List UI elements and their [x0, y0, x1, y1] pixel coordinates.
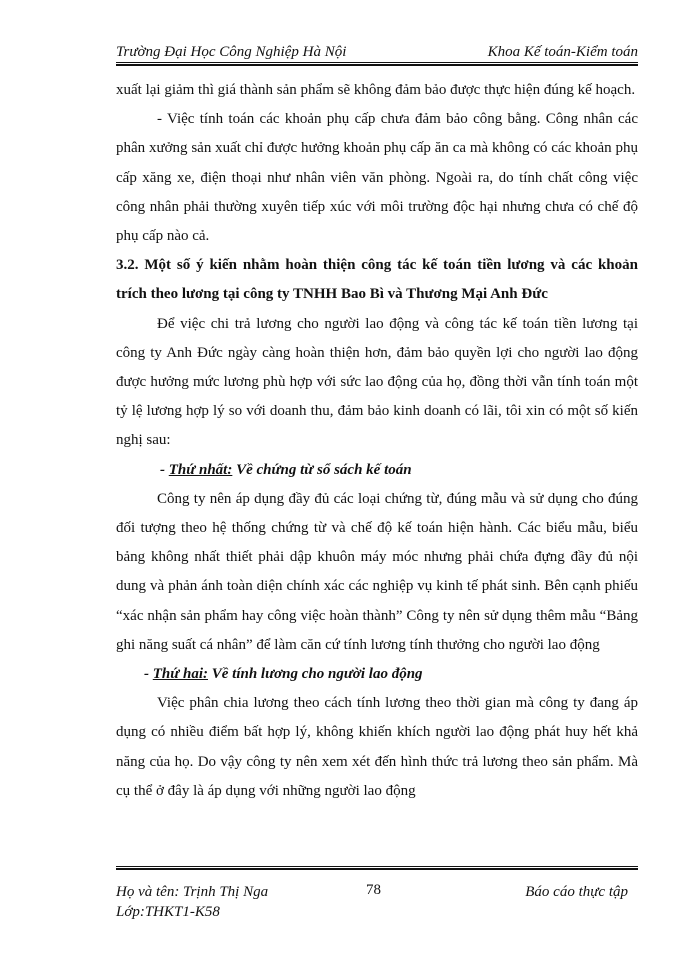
page-content: [116, 76, 638, 806]
header-rule: [116, 62, 638, 66]
subheading-first-text: Về chứng từ sổ sách kế toán: [232, 461, 412, 478]
subheading-second-label: Thứ hai:: [152, 666, 208, 683]
page-header: [116, 38, 638, 62]
page-footer: [116, 870, 638, 930]
paragraph-salary: Việc phân chia lương theo cách tính lương theo thời gian mà công ty đang áp dụng có nhiều điểm bất hợp lý, không khiến khích người lao động phát huy hết khả năng của họ. Do vậy công ty nên xem xét đến hình thức trả lương theo sản phẩm. Mà cụ thể ở đây là áp dụng với những người lao động: [116, 695, 638, 799]
subheading-first: [116, 456, 638, 485]
section-heading: 3.2. Một số ý kiến nhằm hoàn thiện công tác kế toán tiền lương và các khoản trích theo lương tại công ty TNHH Bao Bì và Thương Mại Anh Đức: [116, 257, 638, 303]
subheading-second: [116, 660, 638, 689]
footer-student-name: Họ và tên: Trịnh Thị Nga: [116, 884, 269, 900]
paragraph-documents: Công ty nên áp dụng đầy đủ các loại chứng từ, đúng mẫu và sử dụng cho đúng đối tượng theo hệ thống chứng từ và chế độ kế toán hiện hành. Các biểu mẫu, biểu bảng không nhất thiết phải dập khuôn máy móc nhưng phải chứa đựng đầy đủ nội dung và phản ánh toàn diện chính xác các nghiệp vụ kinh tế phát sinh. Bên cạnh phiếu “xác nhận sản phẩm hay công việc hoàn thành” Công ty nên sử dụng thêm mẫu “Bảng ghi năng suất cá nhân” để làm căn cứ tính lương tính thưởng cho người lao động: [116, 490, 638, 653]
footer-report-label: Báo cáo thực tập: [525, 884, 628, 900]
page-number: 78: [366, 882, 381, 898]
subheading-first-label: Thứ nhất:: [168, 461, 233, 478]
paragraph-allowance: - Việc tính toán các khoản phụ cấp chưa đảm bảo công bằng. Công nhân các phân xưởng sản xuất chỉ được hưởng khoản phụ cấp ăn ca mà không có các khoản phụ cấp xăng xe, điện thoại như nhân viên văn phòng. Ngoài ra, do tính chất công việc công nhân phải thường xuyên tiếp xúc với môi trường độc hại nhưng chưa có chế độ phụ cấp nào cả.: [116, 111, 638, 245]
subheading-second-text: Về tính lương cho người lao động: [208, 666, 423, 683]
paragraph-continuation: xuất lại giảm thì giá thành sản phẩm sẽ không đảm bảo được thực hiện đúng kế hoạch.: [116, 82, 636, 98]
paragraph-intro: Để việc chi trả lương cho người lao động và công tác kế toán tiền lương tại công ty Anh Đức ngày càng hoàn thiện hơn, đảm bảo quyền lợi cho người lao động được hưởng mức lương phù hợp với sức lao động của họ, đồng thời vẫn tính toán một tỷ lệ lương hợp lý so với doanh thu, đảm bảo kinh doanh có lãi, tôi xin có một số kiến nghị sau:: [116, 315, 638, 449]
header-faculty-name: Khoa Kế toán-Kiểm toán: [487, 44, 638, 60]
subheading-second-prefix: -: [144, 666, 153, 683]
header-school-name: Trường Đại Học Công Nghiệp Hà Nội: [116, 44, 347, 60]
subheading-first-prefix: -: [160, 461, 169, 478]
footer-class: Lớp:THKT1-K58: [116, 904, 220, 920]
